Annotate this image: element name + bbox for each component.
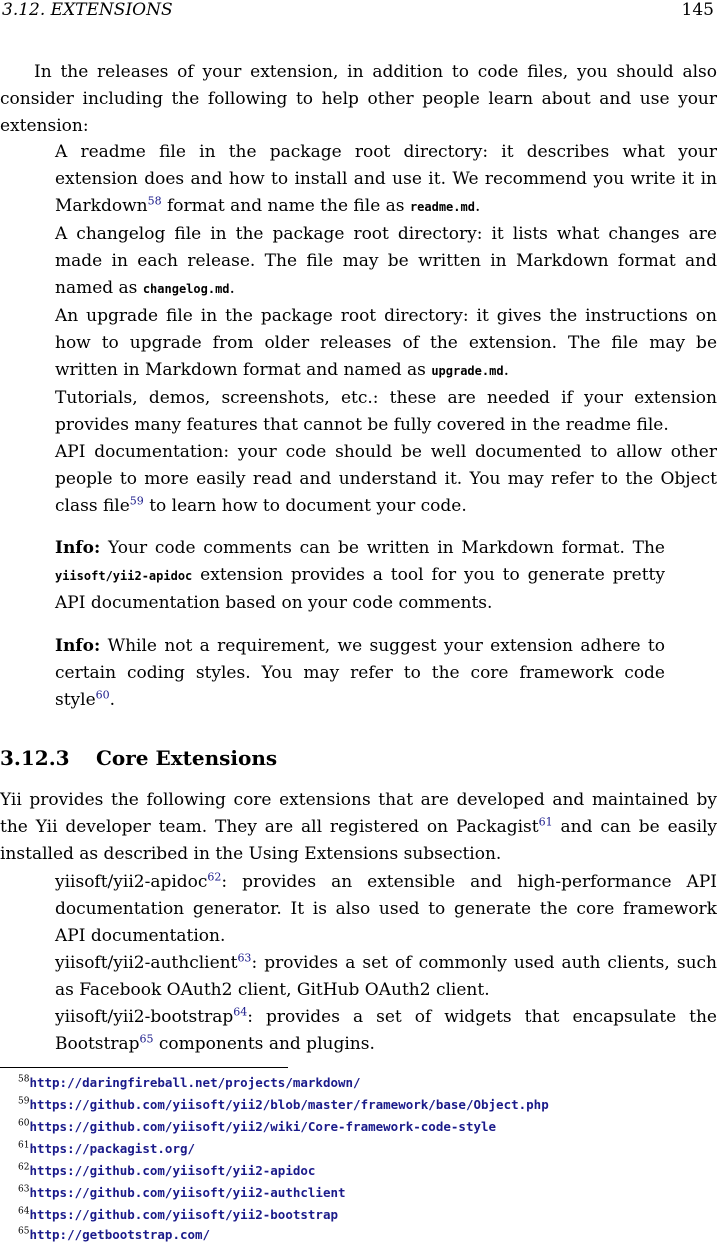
header-section: 3.12. EXTENSIONS — [2, 0, 173, 20]
inline-code: yiisoft/yii2-apidoc — [55, 569, 193, 583]
header-page-number: 145 — [681, 0, 714, 20]
recommended-files-list — [55, 139, 717, 520]
section-title: Core Extensions — [96, 746, 278, 770]
footnote-divider — [0, 1067, 288, 1068]
footnote-link[interactable]: https://github.com/yiisoft/yii2/wiki/Core-framework-code-style — [29, 1119, 497, 1134]
info-box-code-style: Info: While not a requirement, we suggest your extension adhere to certain coding styles. You may refer to the core framework code style$^{60}$. — [55, 636, 665, 710]
footnote-link[interactable]: https://github.com/yiisoft/yii2-bootstrap — [29, 1207, 339, 1222]
footnote-link[interactable]: http://getbootstrap.com/ — [29, 1227, 211, 1242]
footnote-ref[interactable]: 60 — [95, 688, 110, 702]
footnote-ref[interactable]: 65 — [139, 1032, 154, 1046]
list-item: A changelog file in the package root directory: it lists what changes are made in each release. The file may be written in Markdown format and named as changelog.md. — [55, 224, 717, 298]
inline-code: upgrade.md — [431, 364, 504, 378]
footnote-link[interactable]: http://daringfireball.net/projects/markdown/ — [29, 1075, 361, 1090]
section-heading — [0, 744, 277, 772]
footnote: $^{59}$https://github.com/yiisoft/yii2/blob/master/framework/base/Object.php — [18, 1096, 549, 1112]
running-header — [0, 0, 717, 22]
info-label: Info: — [55, 636, 101, 656]
footnote-ref[interactable]: 63 — [237, 951, 252, 965]
list-item: Tutorials, demos, screenshots, etc.: these are needed if your extension provides many features that cannot be fully covered in the readme file. — [55, 388, 717, 435]
footnote: $^{65}$http://getbootstrap.com/ — [18, 1226, 211, 1242]
list-item: A readme file in the package root directory: it describes what your extension does and how to install and use it. We recommend you write it in Markdown$^{58}$ format and name the file as readme.md. — [55, 142, 717, 216]
list-item: yiisoft/yii2-bootstrap$^{64}$: provides a set of widgets that encapsulate the Bootstrap$^{65}$ components and plugins. — [55, 1005, 717, 1054]
core-paragraph: Yii provides the following core extensions that are developed and maintained by the Yii developer team. They are all registered on Packagist$^{61}$ and can be easily installed as described in the Using Extensions subsection. — [0, 790, 717, 864]
footnote-ref[interactable]: 62 — [207, 870, 222, 884]
inline-code: changelog.md — [142, 282, 230, 296]
inline-code: readme.md — [409, 200, 475, 214]
footnote: $^{60}$https://github.com/yiisoft/yii2/wiki/Core-framework-code-style — [18, 1118, 497, 1134]
info-label: Info: — [55, 538, 101, 558]
footnote-ref[interactable]: 61 — [538, 815, 553, 829]
footnote: $^{63}$https://github.com/yiisoft/yii2-authclient — [18, 1184, 346, 1200]
footnote-link[interactable]: https://github.com/yiisoft/yii2-apidoc — [29, 1163, 316, 1178]
list-item: An upgrade file in the package root directory: it gives the instructions on how to upgrade from older releases of the extension. The file may be written in Markdown format and named as upgrade.md. — [55, 306, 717, 380]
footnote: $^{58}$http://daringfireball.net/projects/markdown/ — [18, 1074, 361, 1090]
list-item: yiisoft/yii2-authclient$^{63}$: provides a set of commonly used auth clients, such as Facebook OAuth2 client, GitHub OAuth2 client. — [55, 951, 717, 1000]
list-item: yiisoft/yii2-apidoc$^{62}$: provides an extensible and high-performance API documentation generator. It is also used to generate the core framework API documentation. — [55, 870, 717, 946]
footnote: $^{62}$https://github.com/yiisoft/yii2-apidoc — [18, 1162, 316, 1178]
footnote-link[interactable]: https://github.com/yiisoft/yii2-authclient — [29, 1185, 346, 1200]
core-extensions-list — [55, 869, 717, 1058]
intro-paragraph: In the releases of your extension, in addition to code files, you should also consider including the following to help other people learn about and use your extension: — [0, 62, 717, 136]
list-item: API documentation: your code should be well documented to allow other people to more easily read and understand it. You may refer to the Object class file$^{59}$ to learn how to document your code. — [55, 442, 717, 516]
footnote: $^{61}$https://packagist.org/ — [18, 1140, 196, 1156]
footnote-link[interactable]: https://packagist.org/ — [29, 1141, 196, 1156]
section-number: 3.12.3 — [0, 746, 70, 770]
info-box-apidoc: Info: Your code comments can be written in Markdown format. The yiisoft/yii2-apidoc extension provides a tool for you to generate pretty API documentation based on your code comments. — [55, 538, 665, 613]
footnote-link[interactable]: https://github.com/yiisoft/yii2/blob/master/framework/base/Object.php — [29, 1097, 549, 1112]
footnote-ref[interactable]: 59 — [129, 494, 144, 508]
footnote-ref[interactable]: 58 — [147, 194, 162, 208]
footnote: $^{64}$https://github.com/yiisoft/yii2-bootstrap — [18, 1206, 339, 1222]
footnote-ref[interactable]: 64 — [233, 1005, 248, 1019]
